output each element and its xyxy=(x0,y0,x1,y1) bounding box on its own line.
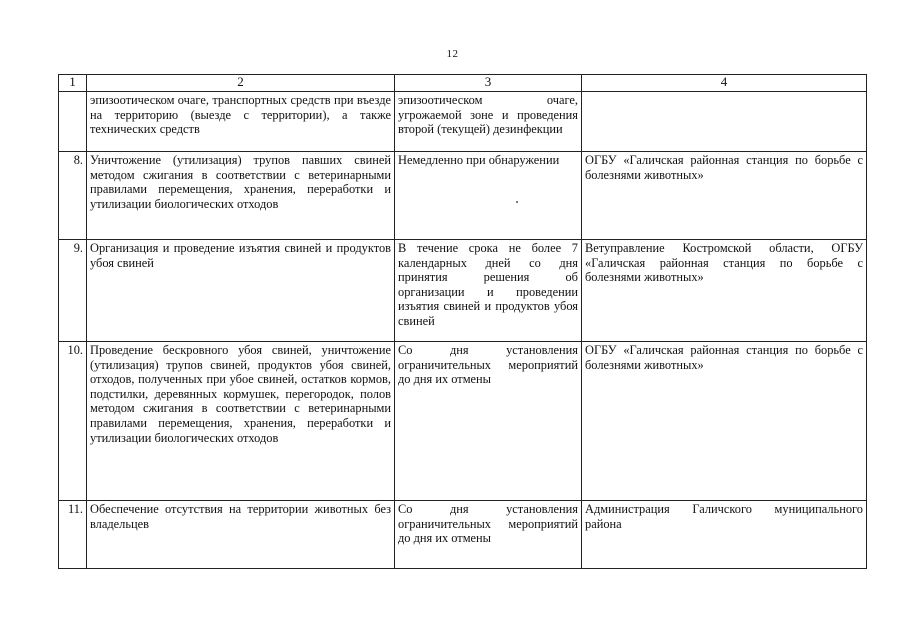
term-cell: Со дня установления ограничительных мероприятий до дня их отмены xyxy=(395,501,582,569)
header-row xyxy=(59,75,867,92)
row-number: 11. xyxy=(59,501,87,569)
scan-speck xyxy=(516,201,518,203)
term-cell: Немедленно при обнаружении xyxy=(395,152,582,240)
row-number: 8. xyxy=(59,152,87,240)
row-number: 9. xyxy=(59,240,87,342)
term-cell: Со дня установления ограничительных мероприятий до дня их отмены xyxy=(395,342,582,501)
column-header-measure: 2 xyxy=(87,75,395,92)
responsible-cell: ОГБУ «Галичская районная станция по борьбе с болезнями животных» xyxy=(582,342,867,501)
measure-cell: Организация и проведение изъятия свиней и продуктов убоя свиней xyxy=(87,240,395,342)
responsible-cell: ОГБУ «Галичская районная станция по борьбе с болезнями животных» xyxy=(582,152,867,240)
column-header-term: 3 xyxy=(395,75,582,92)
table-row xyxy=(59,152,867,240)
measure-cell: Проведение бескровного убоя свиней, уничтожение (утилизация) трупов свиней, продуктов убоя свиней, отходов, полученных при убое свиней, остатков кормов, подстилки, деревянных кормушек, перегородок, полов методом сжигания в соответствии с ветеринарными правилами перемещения, хранения, переработки и утилизации биологических отходов xyxy=(87,342,395,501)
term-cell: эпизоотическом очаге, угрожаемой зоне и проведения второй (текущей) дезинфекции xyxy=(395,92,582,152)
measures-table xyxy=(58,74,867,569)
column-header-number: 1 xyxy=(59,75,87,92)
measure-cell: эпизоотическом очаге, транспортных средств при въезде на территорию (выезде с территории), а также технических средств xyxy=(87,92,395,152)
column-header-responsible: 4 xyxy=(582,75,867,92)
row-number: 10. xyxy=(59,342,87,501)
table-row xyxy=(59,501,867,569)
measure-cell: Уничтожение (утилизация) трупов павших свиней методом сжигания в соответствии с ветеринарными правилами перемещения, хранения, переработки и утилизации биологических отходов xyxy=(87,152,395,240)
measure-cell: Обеспечение отсутствия на территории животных без владельцев xyxy=(87,501,395,569)
responsible-cell: Администрация Галичского муниципального района xyxy=(582,501,867,569)
row-number xyxy=(59,92,87,152)
responsible-cell xyxy=(582,92,867,152)
table-row xyxy=(59,342,867,501)
table-row xyxy=(59,92,867,152)
table-row xyxy=(59,240,867,342)
term-cell: В течение срока не более 7 календарных дней со дня принятия решения об организации и проведении изъятия свиней и продуктов убоя свиней xyxy=(395,240,582,342)
responsible-cell: Ветуправление Костромской области, ОГБУ «Галичская районная станция по борьбе с болезнями животных» xyxy=(582,240,867,342)
page-number: 12 xyxy=(446,48,459,60)
